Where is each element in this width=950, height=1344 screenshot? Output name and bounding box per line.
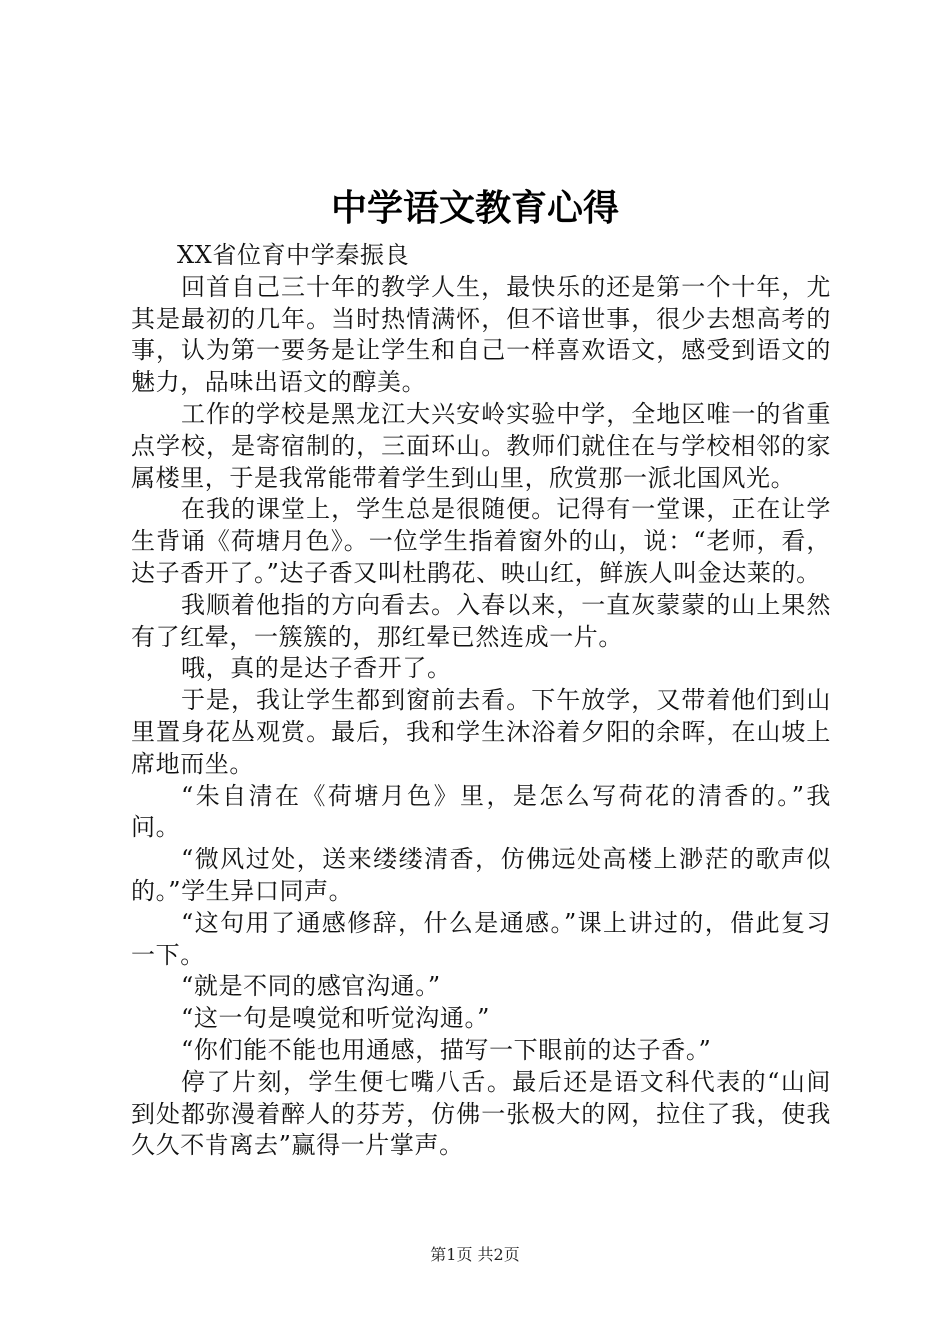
paragraph: “就是不同的感官沟通。” <box>181 972 441 1001</box>
paragraph: 在我的课堂上，学生总是很随便。记得有一堂课，正在让学生背诵《荷塘月色》。一位学生指着窗外的山，说：“老师，看，达子香开了。”达子香又叫杜鹃花、映山红，鲜族人叫金达莱的。 <box>131 495 831 587</box>
author-line: XX省位育中学秦振良 <box>177 241 410 269</box>
paragraph: 我顺着他指的方向看去。入春以来，一直灰蒙蒙的山上果然有了红晕，一簇簇的，那红晕已然连成一片。 <box>131 590 831 651</box>
paragraph: 工作的学校是黑龙江大兴安岭实验中学，全地区唯一的省重点学校，是寄宿制的，三面环山。教师们就住在与学校相邻的家属楼里，于是我常能带着学生到山里，欣赏那一派北国风光。 <box>131 399 831 492</box>
paragraph: “这一句是嗅觉和听觉沟通。” <box>181 1004 490 1033</box>
paragraph: “朱自清在《荷塘月色》里，是怎么写荷花的清香的。”我问。 <box>131 781 831 842</box>
document-body <box>131 240 831 1162</box>
paragraph: 于是，我让学生都到窗前去看。下午放学，又带着他们到山里置身花丛观赏。最后，我和学生沐浴着夕阳的余晖，在山坡上席地而坐。 <box>131 686 831 778</box>
paragraph: “你们能不能也用通感，描写一下眼前的达子香。” <box>181 1035 712 1064</box>
paragraph: 哦，真的是达子香开了。 <box>181 654 452 683</box>
paragraph: 回首自己三十年的教学人生，最快乐的还是第一个十年，尤其是最初的几年。当时热情满怀，但不谙世事，很少去想高考的事，认为第一要务是让学生和自己一样喜欢语文，感受到语文的魅力，品味出语文的醇美。 <box>131 272 831 397</box>
paragraph: 停了片刻，学生便七嘴八舌。最后还是语文科代表的“山间到处都弥漫着醉人的芬芳，仿佛一张极大的网，拉住了我，使我久久不肯离去”赢得一片掌声。 <box>131 1067 831 1160</box>
paragraph: “这句用了通感修辞，什么是通感。”课上讲过的，借此复习一下。 <box>131 908 831 969</box>
page-footer: 第1页 共2页 <box>430 1245 520 1264</box>
document-title: 中学语文教育心得 <box>330 187 619 229</box>
paragraph: “微风过处，送来缕缕清香，仿佛远处高楼上渺茫的歌声似的。”学生异口同声。 <box>131 845 831 905</box>
